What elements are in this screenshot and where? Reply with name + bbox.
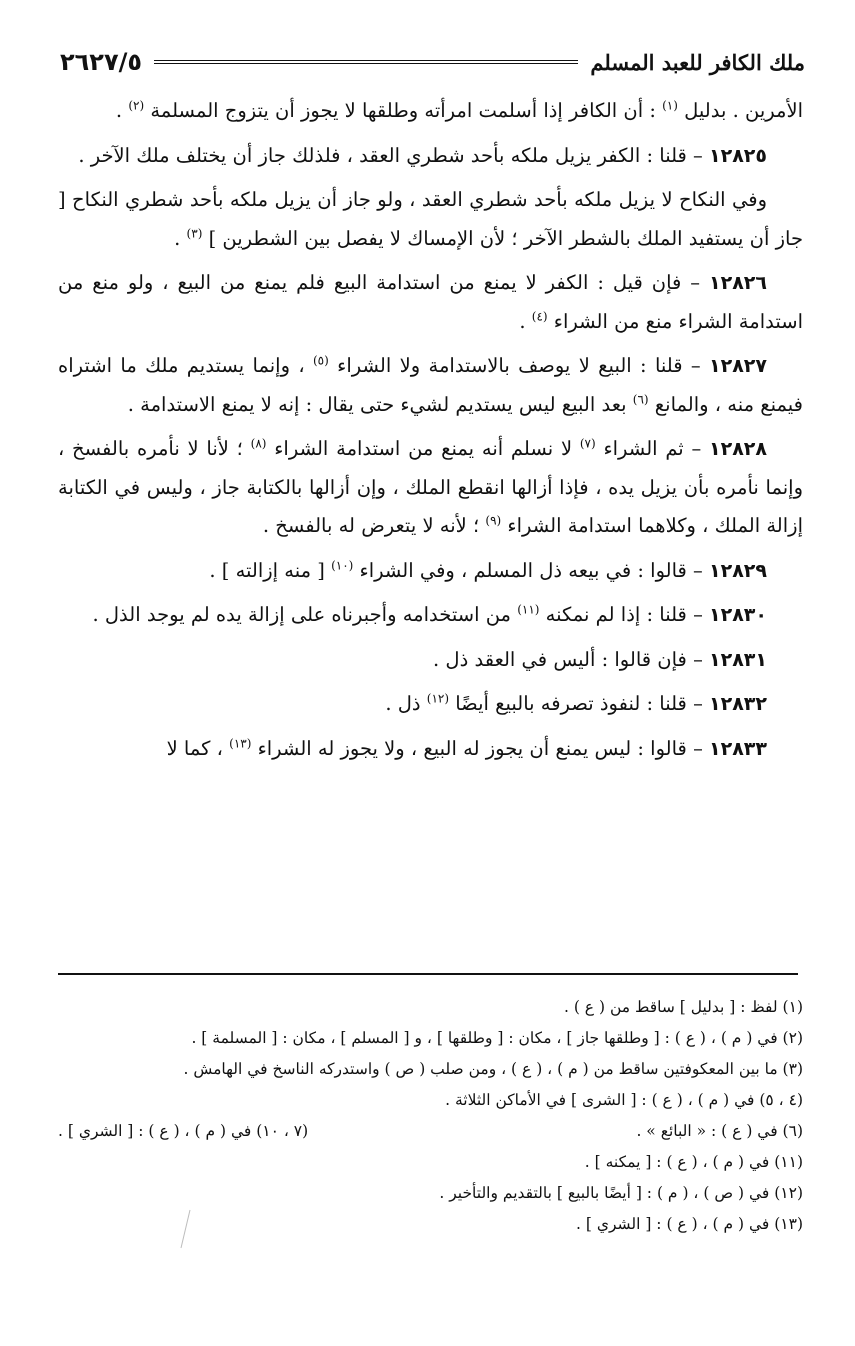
footnote-reference: (٤) — [531, 309, 548, 323]
footnote-reference: (٣) — [186, 226, 203, 240]
footnote-text: (١) لفظ : [ بدليل ] ساقط من ( ع ) . — [563, 998, 803, 1016]
footnote-separator — [58, 973, 798, 975]
text-segment: بعد البيع ليس يستديم لشيء حتى يقال : إنه لا يمنع الاستدامة . — [127, 392, 633, 416]
paragraph — [58, 137, 803, 176]
text-segment: – ثم الشراء — [595, 437, 710, 460]
text-segment: ، كما لا — [166, 736, 230, 760]
pencil-mark — [176, 1208, 194, 1252]
text-segment: ، وإنما يستديم ملك ما اشتراه فيمنع منه ، والمانع — [58, 354, 803, 416]
text-segment: . — [519, 309, 532, 333]
text-segment: – فإن قالوا : أليس في العقد ذل . — [433, 647, 710, 671]
text-segment: – قالوا : ليس يمنع أن يجوز له البيع ، ولا يجوز له الشراء — [251, 736, 710, 760]
running-title: ملك الكافر للعبد المسلم — [590, 49, 805, 75]
paragraph-number: ١٢٨٣١ — [709, 648, 767, 671]
paragraph — [58, 730, 803, 769]
footnote-reference: (١) — [662, 98, 678, 113]
text-segment: . — [115, 99, 129, 122]
main-text — [58, 92, 803, 774]
text-segment: : أن الكافر إذا أسلمت امرأته وطلقها لا يجوز أن يتزوج المسلمة — [144, 99, 663, 122]
footnote-reference: (٦) — [632, 392, 649, 406]
paragraph — [58, 685, 803, 724]
footnote-text: (٦) في ( ع ) : « البائع » . — [636, 1122, 803, 1140]
text-segment: – قلنا : البيع لا يوصف بالاستدامة ولا الشراء — [328, 354, 710, 377]
footnote — [58, 1116, 803, 1147]
paragraph-number: ١٢٨٣٠ — [709, 604, 767, 626]
footnote-reference: (١١) — [517, 602, 540, 617]
footnote — [58, 1209, 803, 1240]
paragraph — [58, 641, 803, 680]
footnote-text: (١١) في ( م ) ، ( ع ) : [ يمكنه ] . — [584, 1153, 803, 1171]
paragraph-number: ١٢٨٢٨ — [709, 438, 767, 460]
footnote-text: (١٢) في ( ص ) ، ( م ) : [ أيضًا بالبيع ] بالتقديم والتأخير . — [439, 1184, 803, 1202]
text-segment: ؛ لأنه لا يتعرض له بالفسخ . — [262, 514, 486, 537]
footnote — [58, 1054, 803, 1085]
footnote-reference: (٧) — [579, 436, 596, 451]
paragraph — [58, 181, 803, 258]
text-segment: – قلنا : الكفر يزيل ملكه بأحد شطري العقد ، فلذلك جاز أن يختلف ملك الآخر . — [78, 143, 710, 167]
footnote-reference: (١٣) — [229, 736, 252, 750]
text-segment: ذل . — [385, 692, 427, 715]
paragraph — [58, 347, 803, 424]
paragraph — [58, 596, 803, 635]
page-reference: ٢٦٢٧/٥ — [60, 48, 143, 76]
text-segment: – فإن قيل : الكفر لا يمنع من استدامة البيع فلم يمنع من البيع ، ولو منع من استدامة الشراء منع من الشراء — [58, 271, 803, 333]
paragraph-number: ١٢٨٢٦ — [709, 272, 767, 294]
header-rule — [154, 60, 578, 64]
footnote — [58, 992, 803, 1023]
footnote — [58, 1147, 803, 1178]
footnotes — [58, 992, 803, 1240]
paragraph — [58, 264, 803, 341]
text-segment: . — [174, 226, 187, 250]
running-header — [60, 40, 805, 84]
footnote-text: (٤ ، ٥) في ( م ) ، ( ع ) : [ الشرى ] في الأماكن الثلاثة . — [445, 1091, 803, 1109]
paragraph-number: ١٢٨٢٩ — [709, 559, 767, 582]
text-segment: – قالوا : في بيعه ذل المسلم ، وفي الشراء — [353, 558, 710, 582]
paragraph-number: ١٢٨٣٣ — [709, 737, 767, 760]
text-segment: لا نسلم أنه يمنع من استدامة الشراء — [266, 437, 580, 460]
footnote — [58, 1023, 803, 1054]
paragraph-number: ١٢٨٢٧ — [709, 355, 767, 377]
footnote-reference: (٥) — [312, 353, 329, 368]
footnote-reference: (٩) — [485, 513, 502, 528]
footnote-reference: (٢) — [128, 98, 145, 113]
text-segment: ؛ لأنا لا نأمره بالفسخ ، وإنما نأمره بأن يزيل يده ، فإذا أزالها انقطع الملك ، وإن أزالها بالكتابة جاز ، وليس في الكتابة إزالة الملك ، وكلاهما استدامة الشراء — [58, 437, 803, 537]
text-segment: [ منه إزالته ] . — [209, 558, 332, 582]
paragraph — [58, 92, 803, 131]
text-segment: – قلنا : لنفوذ تصرفه بالبيع أيضًا — [449, 692, 710, 715]
footnote-text: (١٣) في ( م ) ، ( ع ) : [ الشري ] . — [576, 1215, 803, 1233]
footnote — [58, 1085, 803, 1116]
footnote-reference: (١٢) — [426, 691, 450, 706]
footnote — [58, 1178, 803, 1209]
text-segment: الأمرين . بدليل — [677, 99, 803, 122]
paragraph-number: ١٢٨٣٢ — [709, 693, 767, 715]
paragraph — [58, 552, 803, 591]
text-segment: – قلنا : إذا لم نمكنه — [539, 603, 710, 626]
paragraph-number: ١٢٨٢٥ — [709, 144, 767, 167]
footnote-text: (٢) في ( م ) ، ( ع ) : [ وطلقها جاز ] ، مكان : [ وطلقها ] ، و [ المسلم ] ، مكان : [ المسلمة ] . — [191, 1029, 803, 1047]
footnote-text: (٣) ما بين المعكوفتين ساقط من ( م ) ، ( ع ) ، ومن صلب ( ص ) واستدركه الناسخ في الهامش . — [183, 1060, 803, 1078]
footnote-reference: (٨) — [250, 436, 267, 451]
paragraph — [58, 430, 803, 546]
footnote-text: (٧ ، ١٠) في ( م ) ، ( ع ) : [ الشري ] . — [58, 1122, 309, 1140]
footnote-reference: (١٠) — [331, 558, 354, 572]
text-segment: وفي النكاح لا يزيل ملكه بأحد شطري العقد ، ولو جاز أن يزيل ملكه بأحد شطري النكاح [ جاز أن يستفيد الملك بالشطر الآخر ؛ لأن الإمساك لا يفصل بين الشطرين ] — [58, 188, 803, 250]
text-segment: من استخدامه وأجبرناه على إزالة يده لم يوجد الذل . — [92, 603, 518, 626]
